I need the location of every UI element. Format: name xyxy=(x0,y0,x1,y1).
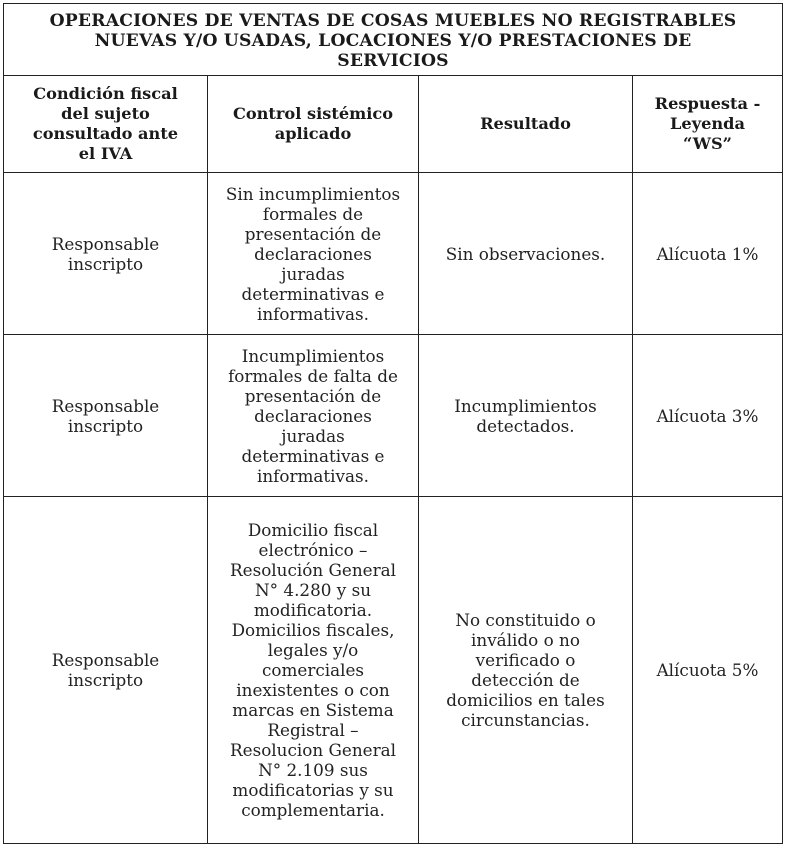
header-line: Condición fiscal xyxy=(33,84,178,103)
cell-line: determinativas e xyxy=(241,445,385,466)
cell-line: inválido o no xyxy=(471,630,580,650)
cell-line: Alícuota 3% xyxy=(656,405,759,426)
cell-line: inscripto xyxy=(67,253,144,274)
cell-condicion xyxy=(4,497,208,844)
cell-line: inexistentes o con xyxy=(236,680,390,700)
header-line: Resultado xyxy=(480,114,571,133)
cell-line: circunstancias. xyxy=(461,710,590,730)
header-line: del sujeto xyxy=(61,104,150,123)
cell-control xyxy=(208,173,419,335)
cell-respuesta xyxy=(633,173,783,335)
cell-resultado xyxy=(419,335,633,497)
cell-line: Domicilios fiscales, xyxy=(231,620,395,640)
cell-line: determinativas e xyxy=(241,283,385,304)
title-line: NUEVAS Y/O USADAS, LOCACIONES Y/O PRESTACIONES DE xyxy=(94,30,692,51)
cell-control xyxy=(208,335,419,497)
header-line: consultado ante xyxy=(32,124,179,143)
cell-line: Alícuota 5% xyxy=(656,660,759,680)
cell-line: Responsable xyxy=(51,233,160,254)
cell-respuesta xyxy=(633,497,783,844)
cell-line: presentación de xyxy=(244,385,382,406)
cell-line: Registral – xyxy=(267,720,359,740)
cell-line: legales y/o xyxy=(267,640,359,660)
title-line: SERVICIOS xyxy=(337,50,449,71)
cell-line: complementaria. xyxy=(241,800,385,820)
cell-line: electrónico – xyxy=(258,540,368,560)
header-respuesta-leyenda xyxy=(633,76,783,173)
cell-line: juradas xyxy=(281,263,345,284)
cell-line: detección de xyxy=(471,670,580,690)
header-resultado xyxy=(419,76,633,173)
header-control-sistemico xyxy=(208,76,419,173)
cell-condicion xyxy=(4,335,208,497)
cell-line: Responsable xyxy=(51,395,160,416)
cell-line: Alícuota 1% xyxy=(656,243,759,264)
table-row xyxy=(4,497,783,844)
cell-line: Resolución General xyxy=(230,560,396,580)
cell-control xyxy=(208,497,419,844)
table-title xyxy=(4,4,783,76)
header-line: aplicado xyxy=(274,124,352,143)
table-row xyxy=(4,335,783,497)
cell-line: N° 2.109 sus xyxy=(258,760,368,780)
title-line: OPERACIONES DE VENTAS DE COSAS MUEBLES NO REGISTRABLES xyxy=(49,10,737,31)
operaciones-table xyxy=(3,3,783,844)
cell-line: No constituido o xyxy=(455,610,596,630)
cell-line: Incumplimientos xyxy=(241,345,385,366)
cell-line: Sin observaciones. xyxy=(445,243,606,264)
cell-line: informativas. xyxy=(257,303,369,324)
cell-resultado xyxy=(419,173,633,335)
table-row xyxy=(4,173,783,335)
cell-line: domicilios en tales xyxy=(446,690,605,710)
cell-line: N° 4.280 y su xyxy=(254,580,372,600)
cell-resultado xyxy=(419,497,633,844)
cell-line: detectados. xyxy=(476,415,575,436)
header-line: Leyenda xyxy=(670,114,745,133)
cell-line: declaraciones xyxy=(254,243,372,264)
cell-line: Incumplimientos xyxy=(454,395,597,416)
cell-line: modificatorias y su xyxy=(232,780,394,800)
header-line: el IVA xyxy=(78,144,133,163)
cell-line: modificatoria. xyxy=(253,600,373,620)
cell-line: marcas en Sistema xyxy=(232,700,394,720)
cell-line: Domicilio fiscal xyxy=(247,520,379,540)
cell-line: comerciales xyxy=(261,660,365,680)
cell-line: Resolucion General xyxy=(230,740,396,760)
header-line: Respuesta - xyxy=(654,94,761,113)
cell-line: Responsable xyxy=(51,650,160,670)
cell-line: informativas. xyxy=(257,465,369,486)
cell-line: formales de xyxy=(262,203,364,224)
header-condicion-fiscal xyxy=(4,76,208,173)
cell-line: Sin incumplimientos xyxy=(225,183,401,204)
cell-condicion xyxy=(4,173,208,335)
cell-line: verificado o xyxy=(475,650,576,670)
header-line: “WS” xyxy=(683,134,732,153)
header-line: Control sistémico xyxy=(232,104,394,123)
cell-line: inscripto xyxy=(67,670,144,690)
cell-line: formales de falta de xyxy=(228,365,398,386)
cell-respuesta xyxy=(633,335,783,497)
cell-line: presentación de xyxy=(244,223,382,244)
cell-line: juradas xyxy=(281,425,345,446)
cell-line: declaraciones xyxy=(254,405,372,426)
cell-line: inscripto xyxy=(67,415,144,436)
